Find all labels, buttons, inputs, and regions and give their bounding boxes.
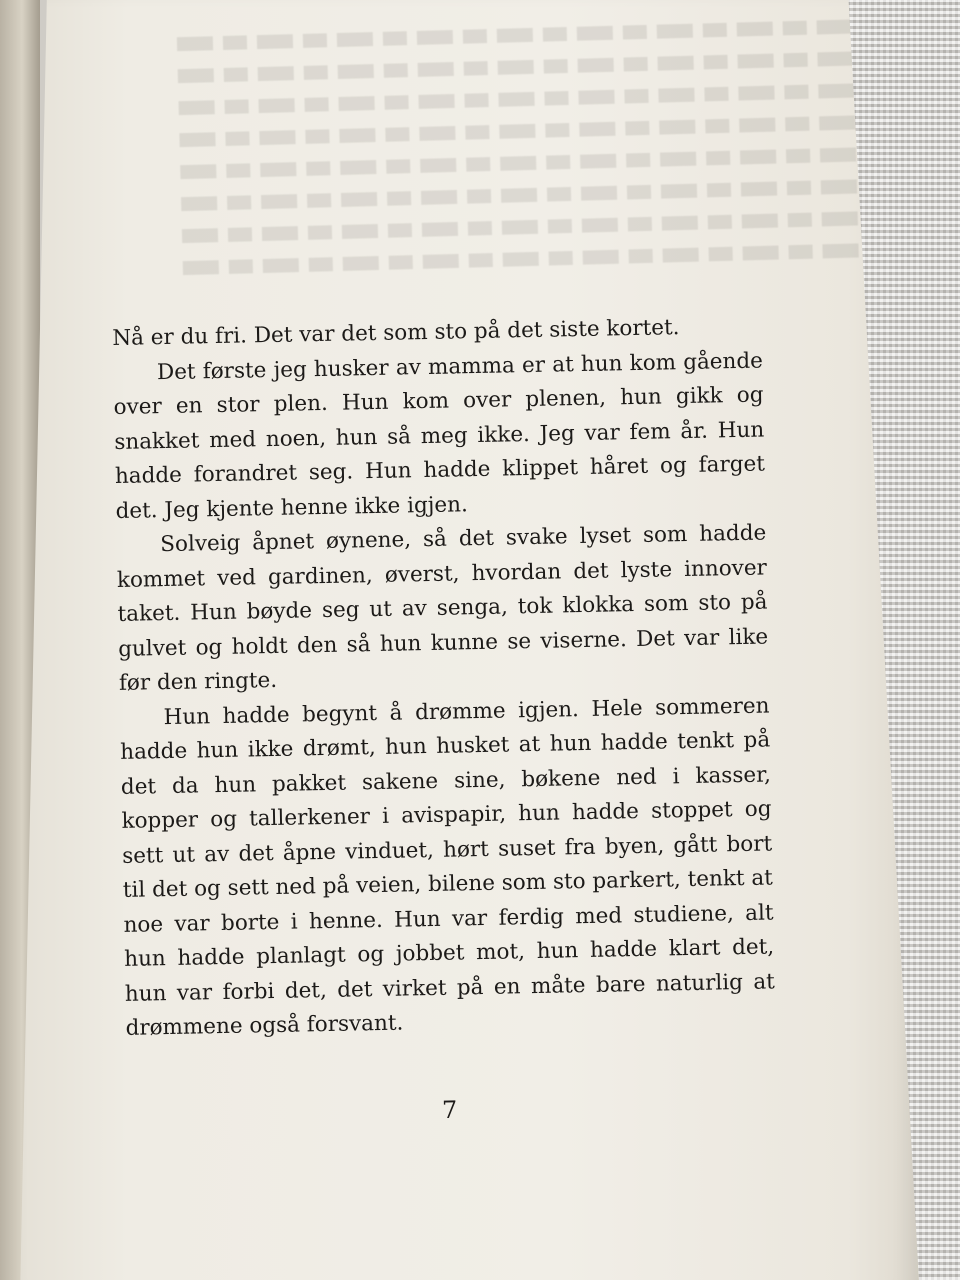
show-through-text — [166, 1, 893, 310]
page-text — [112, 310, 776, 1047]
paragraph-3: Solveig åpnet øynene, så det svake lyset som hadde kommet ved gardinen, øverst, hvordan det lyste innover taket. Hun bøyde seg ut av senga, tok klokka som sto på gulvet og holdt den så hun kunne se viserne. Det var like før den ringte. — [116, 520, 769, 696]
paragraph-2: Det første jeg husker av mamma er at hun kom gående over en stor plen. Hun kom over plenen, hun gikk og snakket med noen, hun så meg ikke. Jeg var fem år. Hun hadde forandret seg. Hun hadde klippet håret og farget det. Jeg kjente henne ikke igjen. — [113, 348, 766, 524]
paragraph-4: Hun hadde begynt å drømme igjen. Hele sommeren hadde hun ikke drømt, hun husket at hun hadde tenkt på det da hun pakket sakene sine, bøkene ned i kasser, kopper og tallerkener i avispapir, hun hadde stoppet og sett ut av det åpne vinduet, hørt suset fra byen, gått bort til det og sett ned på veien, bilene som sto parkert, tenkt at noe var borte i henne. Hun var ferdig med studiene, alt hun hadde planlagt og jobbet mot, hun hadde klart det, hun var forbi det, det virket på en måte bare naturlig at drømmene også forsvant. — [120, 692, 776, 1041]
paragraph-1: Nå er du fri. Det var det som sto på det siste kortet. — [112, 315, 680, 351]
page-number: 7 — [441, 1095, 458, 1125]
